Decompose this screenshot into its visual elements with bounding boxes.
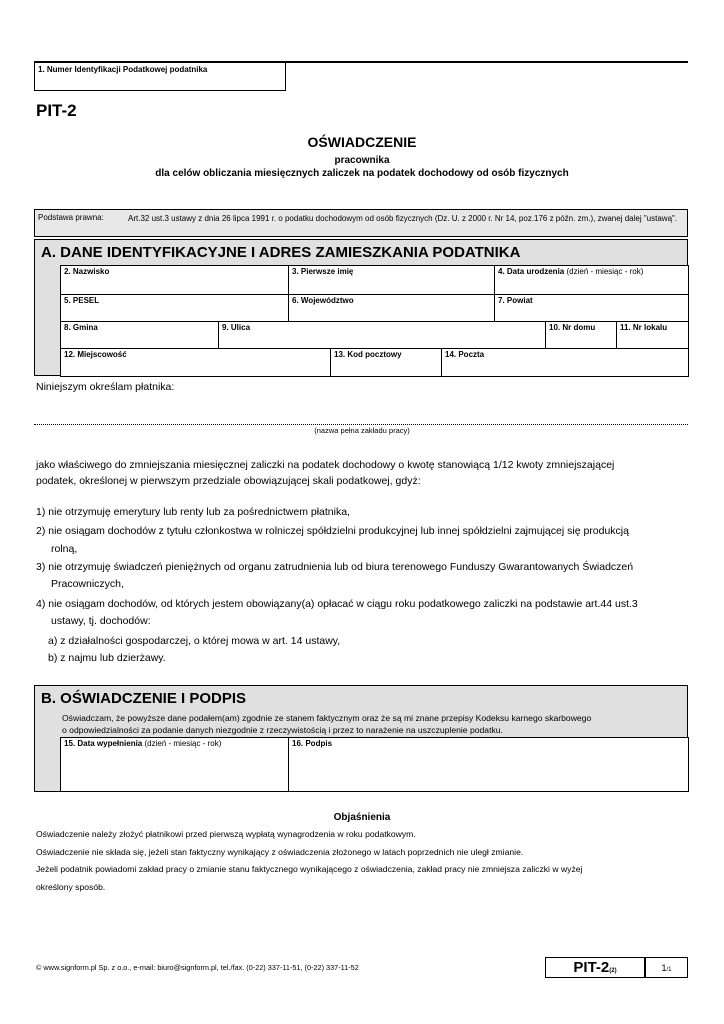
nip-field[interactable]: 1. Numer Identyfikacji Podatkowej podatnika [34, 63, 286, 91]
postal-code-field[interactable]: 13. Kod pocztowy [330, 348, 442, 377]
condition-4-line2: ustawy, tj. dochodów: [51, 615, 151, 627]
fill-date-label: 15. Data wypełnienia [64, 739, 143, 748]
employer-name-line[interactable] [34, 424, 688, 425]
legal-basis-box [34, 209, 688, 237]
employer-name-hint: (nazwa pełna zakładu pracy) [314, 426, 410, 435]
intro-paragraph-line1: jako właściwego do zmniejszania miesięcznej zaliczki na podatek dochodowy o kwotę stanowiącą 1/12 kwoty zmniejszającej [36, 459, 615, 471]
footer-form-version: (2) [609, 968, 617, 974]
section-a-heading: A. DANE IDENTYFIKACYJNE I ADRES ZAMIESZKANIA PODATNIKA [41, 244, 521, 261]
condition-3-line2: Pracowniczych, [51, 578, 124, 590]
declaration-line2: o odpowiedzialności za podanie danych niezgodnie z rzeczywistością i przez to narażenie na uszczuplenie podatku. [62, 725, 503, 735]
notes-line2: Oświadczenie nie składa się, jeżeli stan faktyczny wynikający z oświadczenia złożonego w latach poprzednich nie uległ zmianie. [36, 847, 524, 857]
voivodeship-field[interactable]: 6. Województwo [288, 294, 495, 322]
birth-date-label: 4. Data urodzenia [498, 267, 565, 276]
legal-basis-label: Podstawa prawna: [38, 213, 104, 222]
condition-4-line1: 4) nie osiągam dochodów, od których jestem obowiązany(a) opłacać w ciągu roku podatkowego zaliczki na podstawie art.44 ust.3 [36, 598, 638, 610]
footer-form-code-text: PIT-2 [573, 959, 610, 976]
post-office-field[interactable]: 14. Poczta [441, 348, 689, 377]
condition-2-line2: rolną, [51, 543, 78, 555]
town-field[interactable]: 12. Miejscowość [60, 348, 331, 377]
page-subtitle: pracownika [334, 155, 390, 166]
footer-form-code [545, 957, 645, 978]
page-title: OŚWIADCZENIE [307, 134, 417, 150]
county-field[interactable]: 7. Powiat [494, 294, 689, 322]
signature-field[interactable]: 16. Podpis [288, 737, 689, 792]
form-code: PIT-2 [36, 101, 77, 120]
municipality-field[interactable]: 8. Gmina [60, 321, 219, 349]
notes-title: Objaśnienia [333, 812, 391, 823]
section-a [34, 239, 688, 376]
birth-date-hint: (dzień - miesiąc - rok) [564, 267, 644, 276]
condition-2-line1: 2) nie osiągam dochodów z tytułu członkostwa w rolniczej spółdzielni produkcyjnej lub innej spółdzielni zajmującej się produkcją [36, 525, 629, 537]
footer-page: 1 [661, 963, 667, 973]
condition-4b: b) z najmu lub dzierżawy. [48, 652, 166, 664]
legal-basis-text: Art.32 ust.3 ustawy z dnia 26 lipca 1991 r. o podatku dochodowym od osób fizycznych (Dz. U. z 2000 r. Nr 14, poz.176 z późn. zm.), zwanej dalej "ustawą". [128, 214, 678, 223]
condition-1: 1) nie otrzymuję emerytury lub renty lub za pośrednictwem płatnika, [36, 506, 350, 518]
apartment-number-field[interactable]: 11. Nr lokalu [616, 321, 689, 349]
condition-3-line1: 3) nie otrzymuję świadczeń pieniężnych od organu zatrudnienia lub od biura terenowego Funduszy Gwarantowanych Świadczeń [36, 561, 634, 573]
notes-line3: Jeżeli podatnik powiadomi zakład pracy o zmianie stanu faktycznego wynikającego z oświadczenia, zakład pracy nie zmniejsza zaliczki w wyżej [36, 864, 583, 874]
fill-date-field[interactable] [60, 737, 289, 792]
notes-line1: Oświadczenie należy złożyć płatnikowi przed pierwszą wypłatą wynagrodzenia w roku podatkowym. [36, 829, 416, 839]
footer-copyright: © www.signform.pl Sp. z o.o., e-mail: biuro@signform.pl, tel./fax. (0-22) 337-11-51, (0-22) 337-11-52 [36, 963, 359, 972]
page-subtitle-purpose: dla celów obliczania miesięcznych zaliczek na podatek dochodowy od osób fizycznych [155, 168, 569, 179]
section-b-heading: B. OŚWIADCZENIE I PODPIS [41, 690, 247, 707]
pesel-field[interactable]: 5. PESEL [60, 294, 289, 322]
fill-date-hint: (dzień - miesiąc - rok) [142, 739, 222, 748]
condition-4a: a) z działalności gospodarczej, o której mowa w art. 14 ustawy, [48, 635, 341, 647]
footer-page-total: /1 [666, 967, 672, 973]
house-number-field[interactable]: 10. Nr domu [545, 321, 617, 349]
footer-page-number [645, 957, 688, 978]
birth-date-field[interactable] [494, 265, 689, 295]
declaration-line1: Oświadczam, że powyższe dane podałem(am) zgodnie ze stanem faktycznym oraz że są mi znane przepisy Kodeksu karnego skarbowego [62, 713, 592, 723]
employer-intro: Niniejszym określam płatnika: [36, 381, 175, 393]
first-name-field[interactable]: 3. Pierwsze imię [288, 265, 495, 295]
street-field[interactable]: 9. Ulica [218, 321, 546, 349]
notes-line4: określony sposób. [36, 882, 106, 892]
intro-paragraph-line2: podatek, określonej w pierwszym przedziale obowiązującej skali podatkowej, gdyż: [36, 475, 421, 487]
section-b [34, 685, 688, 792]
surname-field[interactable]: 2. Nazwisko [60, 265, 289, 295]
declaration-statement [62, 712, 677, 736]
